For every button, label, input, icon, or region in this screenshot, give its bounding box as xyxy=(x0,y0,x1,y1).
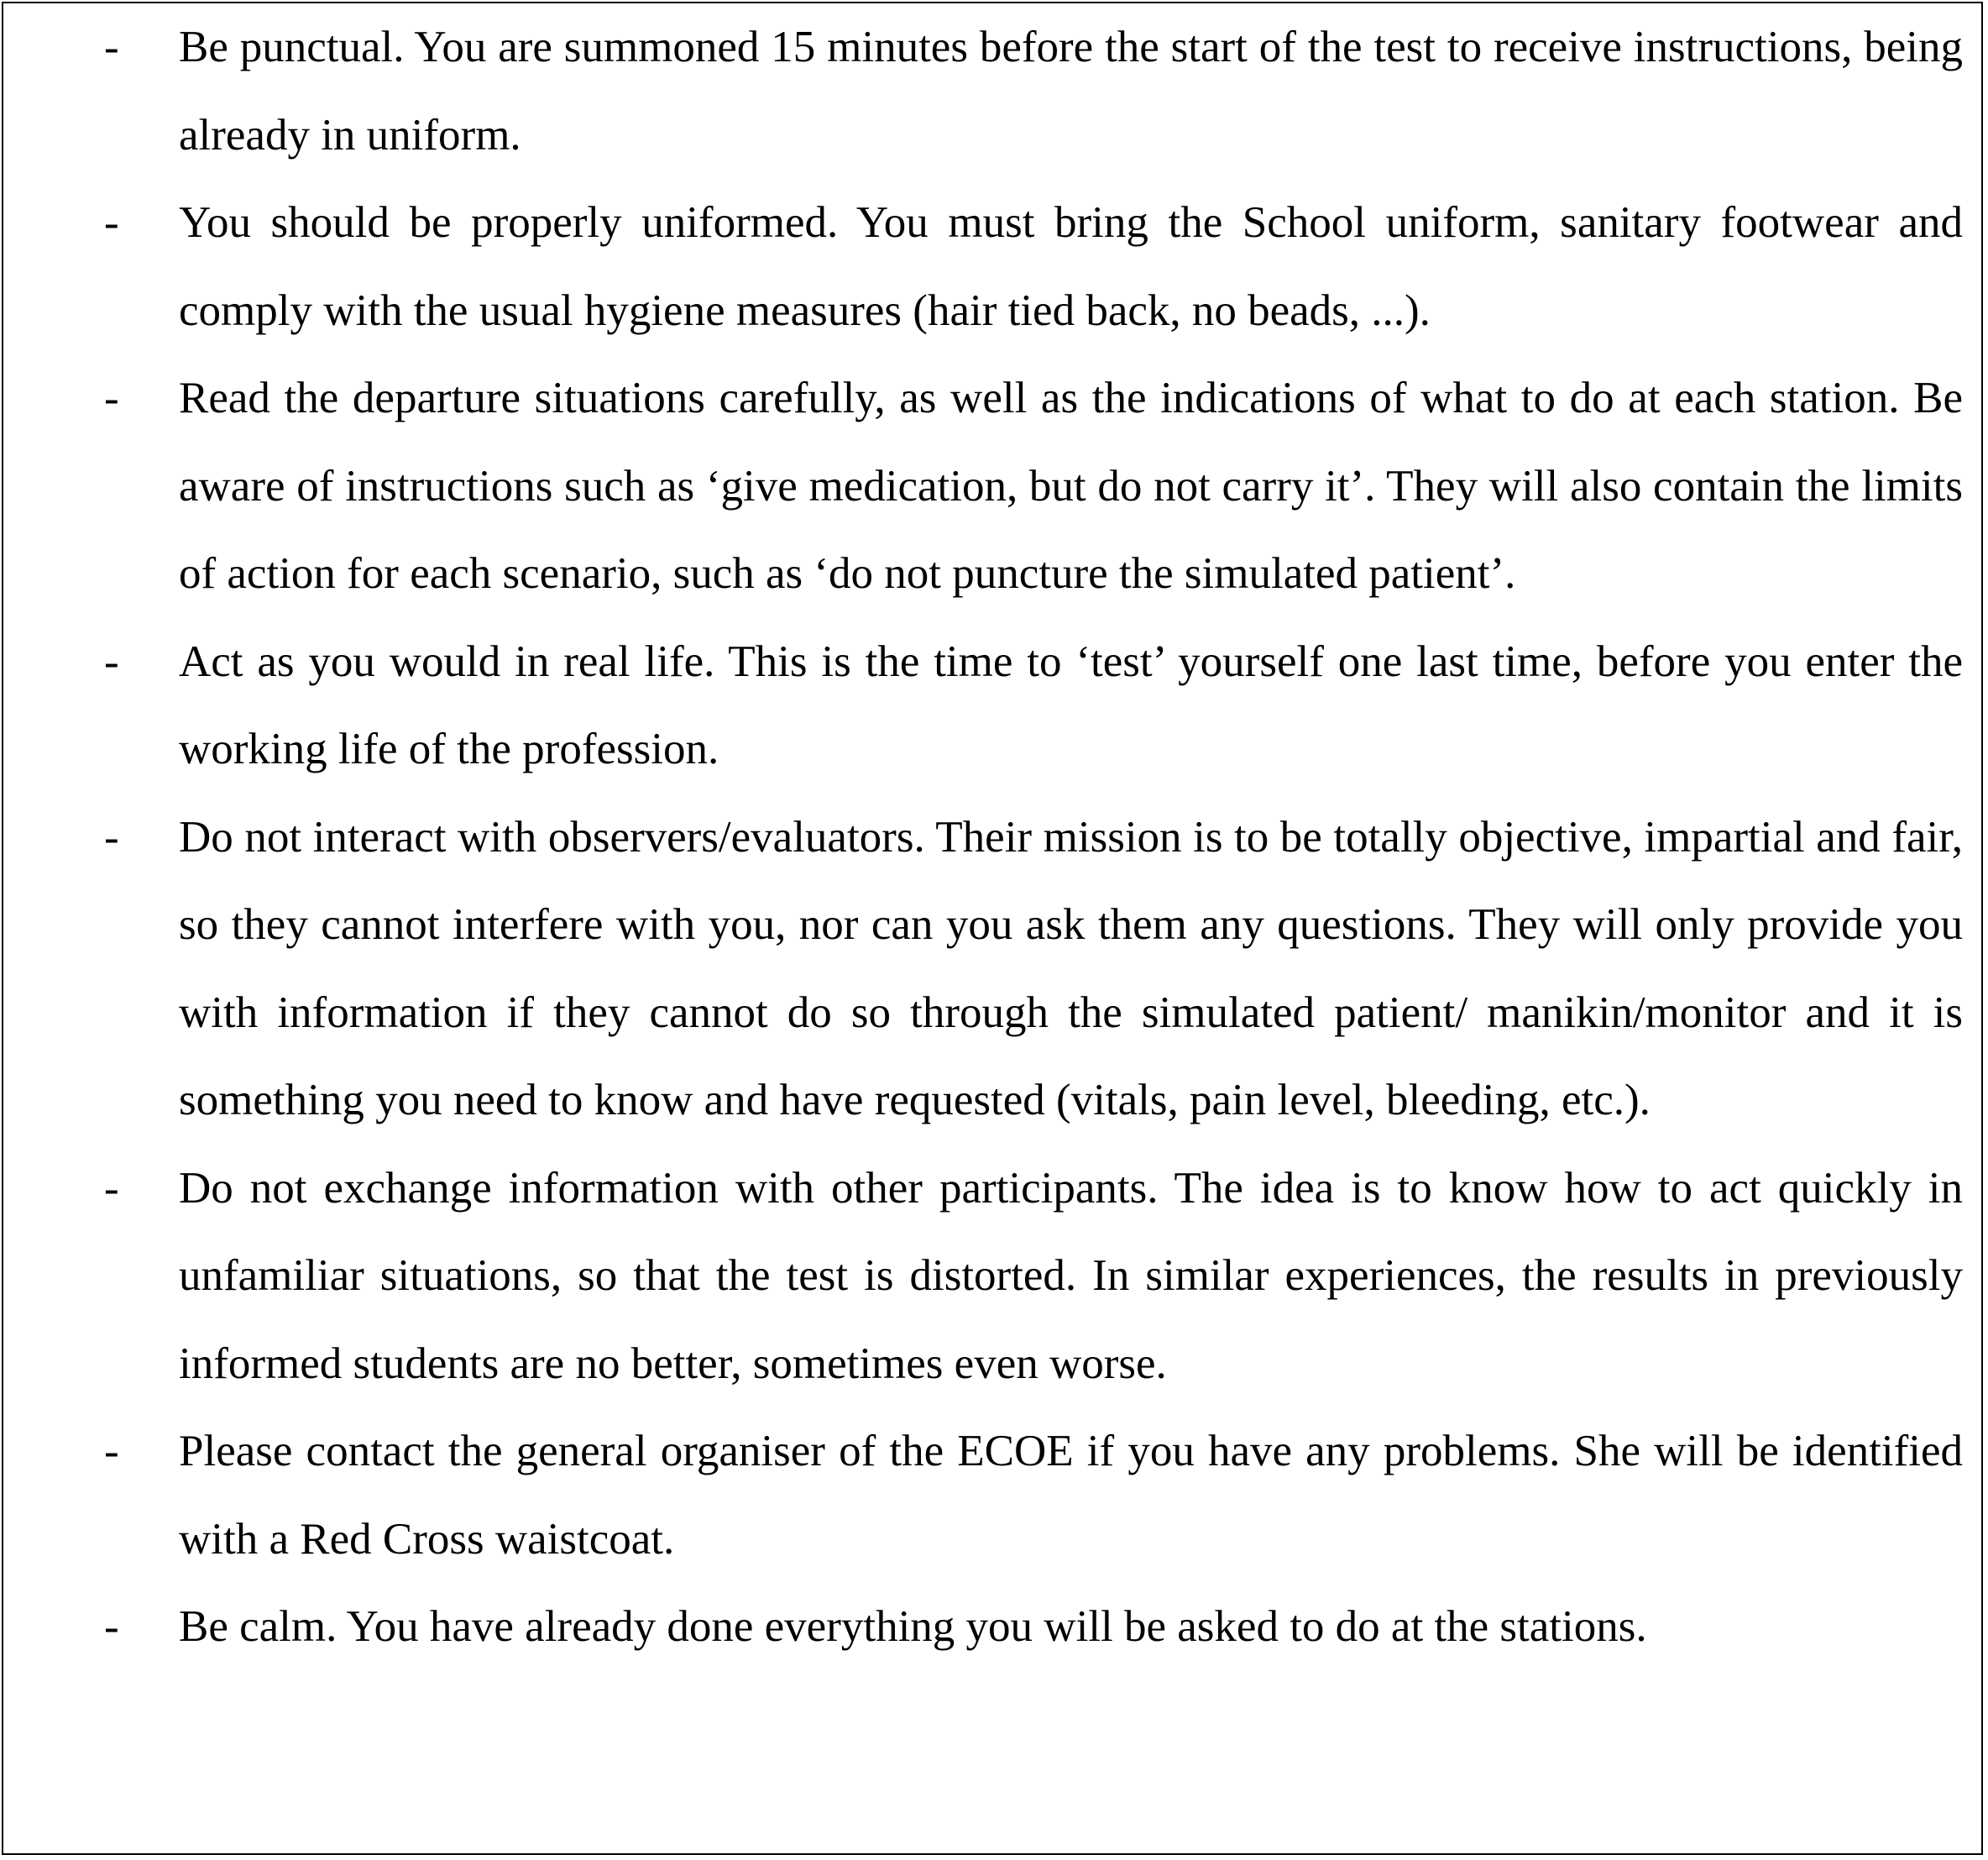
bullet-dash: - xyxy=(104,1602,119,1651)
bullet-dash: - xyxy=(104,637,119,686)
list-item-text: Be punctual. You are summoned 15 minutes before the start of the test to receive instructions, being already in uniform. xyxy=(179,23,1963,160)
list-item-no-exchange xyxy=(3,1145,1981,1408)
list-item-text: Act as you would in real life. This is the time to ‘test’ yourself one last time, before you enter the working life of the profession. xyxy=(179,637,1963,773)
list-item-text: Be calm. You have already done everything you will be asked to do at the stations. xyxy=(179,1602,1647,1651)
bullet-dash: - xyxy=(104,1427,119,1475)
list-item-read-situations xyxy=(3,354,1981,618)
bullet-dash: - xyxy=(104,1163,119,1213)
bullet-dash: - xyxy=(104,23,119,71)
instruction-list xyxy=(3,3,1981,1671)
list-item-text: You should be properly uniformed. You must bring the School uniform, sanitary footwear and comply with the usual hygiene measures (hair tied back, no beads, ...). xyxy=(179,198,1963,335)
list-item-text: Do not interact with observers/evaluators. Their mission is to be totally objective, impartial and fair, so they cannot interfere with you, nor can you ask them any questions. They will only provide you with information if they cannot do so through the simulated patient/ manikin/monitor and it is something you need to know and have requested (vitals, pain level, bleeding, etc.). xyxy=(179,812,1963,1124)
list-item-punctual xyxy=(3,3,1981,179)
list-item-be-calm xyxy=(3,1583,1981,1671)
list-item-real-life xyxy=(3,618,1981,794)
list-item-text: Do not exchange information with other participants. The idea is to know how to act quickly in unfamiliar situations, so that the test is distorted. In similar experiences, the results in previously informed students are no better, sometimes even worse. xyxy=(179,1163,1963,1388)
list-item-observers xyxy=(3,794,1981,1145)
list-item-text: Please contact the general organiser of the ECOE if you have any problems. She will be identified with a Red Cross waistcoat. xyxy=(179,1427,1963,1564)
bullet-dash: - xyxy=(104,812,119,862)
bullet-dash: - xyxy=(104,374,119,422)
instructions-box xyxy=(2,2,1983,1855)
list-item-uniform xyxy=(3,179,1981,354)
bullet-dash: - xyxy=(104,198,119,247)
list-item-text: Read the departure situations carefully, as well as the indications of what to do at each station. Be aware of instructions such as ‘give medication, but do not carry it’. They will also contain the limits of action for each scenario, such as ‘do not puncture the simulated patient’. xyxy=(179,374,1963,598)
list-item-contact-organiser xyxy=(3,1407,1981,1583)
